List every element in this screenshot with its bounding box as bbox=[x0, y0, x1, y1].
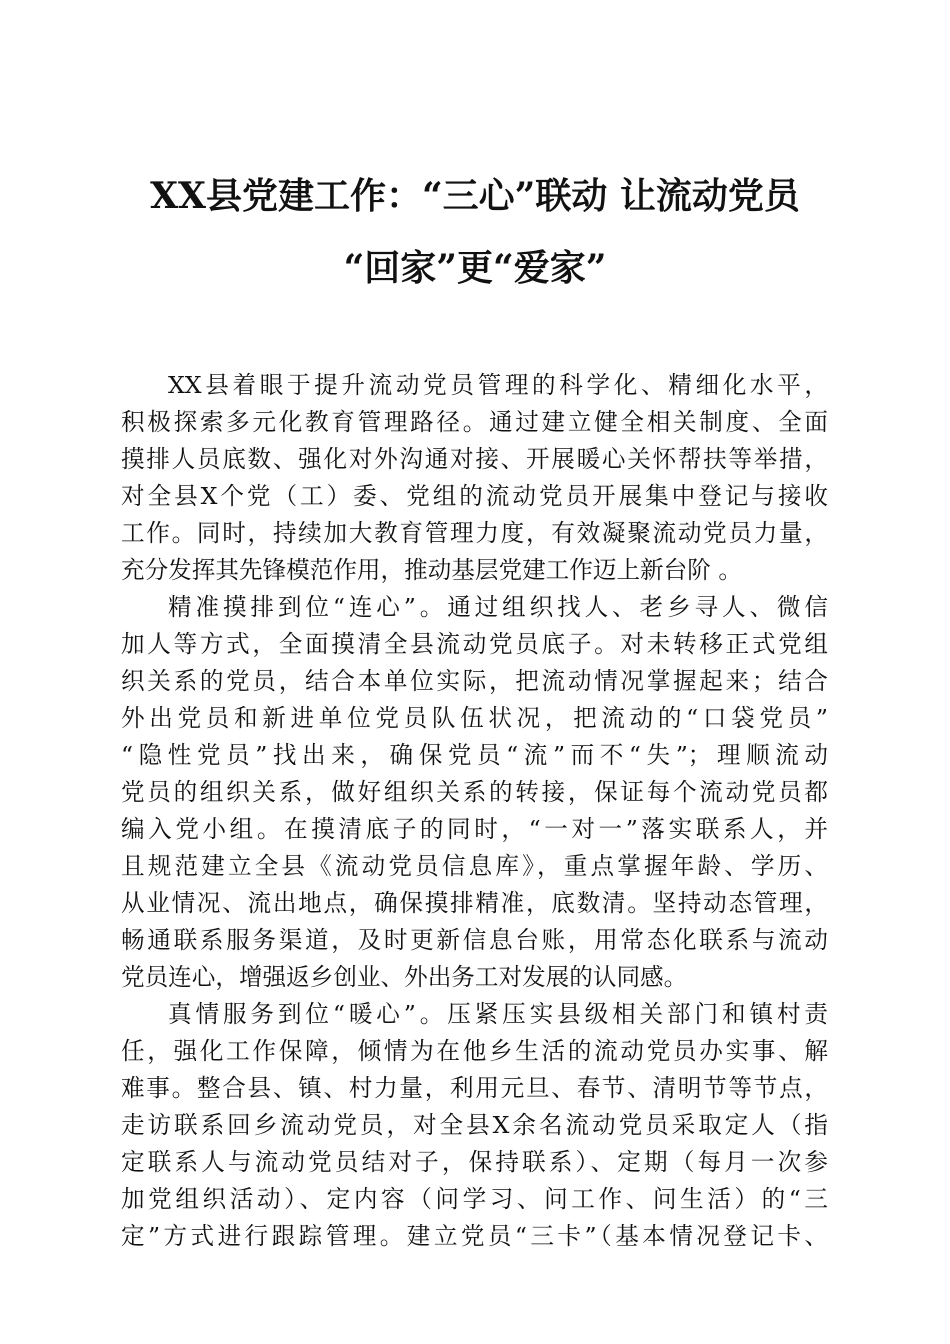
body-line: 畅通联系服务渠道，及时更新信息台账，用常态化联系与流动 bbox=[121, 926, 828, 954]
body-line: 编入党小组。在摸清底子的同时，“一对一”落实联系人，并 bbox=[121, 815, 828, 843]
body-line: 党员的组织关系，做好组织关系的转接，保证每个流动党员都 bbox=[121, 778, 828, 806]
body-line: 对全县X个党（工）委、党组的流动党员开展集中登记与接收 bbox=[121, 482, 828, 510]
body-line: 摸排人员底数、强化对外沟通对接、开展暖心关怀帮扶等举措， bbox=[121, 445, 828, 473]
body-line: 织关系的党员，结合本单位实际，把流动情况掌握起来；结合 bbox=[121, 667, 828, 695]
document-title-line-2: “回家”更“爱家” bbox=[343, 247, 607, 289]
body-line: 难事。整合县、镇、村力量，利用元旦、春节、清明节等节点， bbox=[121, 1074, 828, 1102]
body-line: “隐性党员”找出来，确保党员“流”而不“失”；理顺流动 bbox=[121, 741, 828, 769]
body-line: 外出党员和新进单位党员队伍状况，把流动的“口袋党员” bbox=[121, 704, 828, 732]
body-line: 充分发挥其先锋模范作用，推动基层党建工作迈上新台阶 。 bbox=[121, 556, 742, 584]
body-line: 定联系人与流动党员结对子，保持联系）、定期（每月一次参 bbox=[121, 1148, 828, 1176]
document-title-line-1: XX县党建工作：“三心”联动 让流动党员 bbox=[150, 175, 800, 217]
body-line: 任，强化工作保障，倾情为在他乡生活的流动党员办实事、解 bbox=[121, 1037, 828, 1065]
body-line: 从业情况、流出地点，确保摸排精准，底数清。坚持动态管理， bbox=[121, 889, 828, 917]
body-line: 加人等方式，全面摸清全县流动党员底子。对未转移正式党组 bbox=[121, 630, 828, 658]
body-line: 加党组织活动）、定内容（问学习、问工作、问生活）的“三 bbox=[121, 1185, 828, 1213]
body-line: 走访联系回乡流动党员，对全县X余名流动党员采取定人（指 bbox=[121, 1111, 828, 1139]
body-line: 真情服务到位“暖心”。压紧压实县级相关部门和镇村责 bbox=[168, 1000, 828, 1028]
document-body bbox=[121, 367, 828, 1255]
body-line: 党员连心，增强返乡创业、外出务工对发展的认同感。 bbox=[121, 963, 688, 991]
body-line: XX县着眼于提升流动党员管理的科学化、精细化水平， bbox=[168, 371, 828, 399]
body-line: 精准摸排到位“连心”。通过组织找人、老乡寻人、微信 bbox=[168, 593, 828, 621]
body-line: 工作。同时，持续加大教育管理力度，有效凝聚流动党员力量， bbox=[121, 519, 828, 547]
body-line: 积极探索多元化教育管理路径。通过建立健全相关制度、全面 bbox=[121, 408, 828, 436]
body-line: 定”方式进行跟踪管理。建立党员“三卡”（基本情况登记卡、 bbox=[121, 1222, 828, 1250]
body-line: 且规范建立全县《流动党员信息库》，重点掌握年龄、学历、 bbox=[121, 852, 828, 880]
